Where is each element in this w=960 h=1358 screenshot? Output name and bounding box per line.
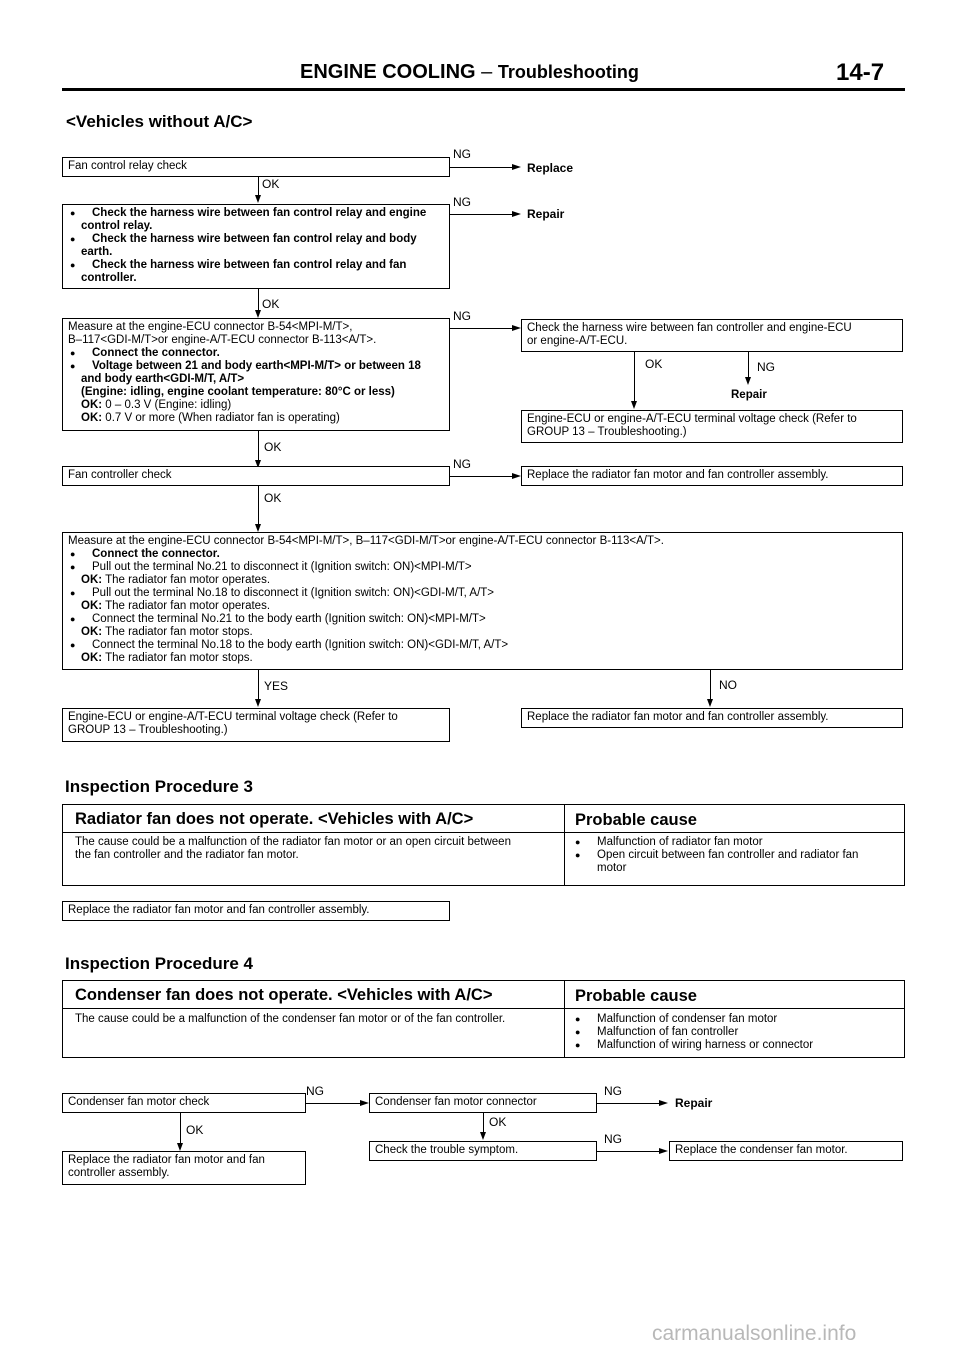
ecu-voltage-check-right-box: [521, 410, 903, 443]
ok-spec-value: The radiator fan motor operates.: [105, 600, 271, 612]
fan-controller-check-box: [62, 466, 450, 486]
ecu-voltage-check-left-box: [62, 708, 450, 742]
cause-item: ● Malfunction of radiator fan motor: [573, 836, 858, 849]
connector-line: [748, 352, 749, 378]
condenser-motor-check-box: [62, 1093, 306, 1113]
table-divider: [63, 832, 904, 833]
measure-line: and body earth<GDI-M/T, A/T>: [81, 373, 245, 385]
procedure-4-heading: Inspection Procedure 4: [65, 954, 253, 973]
ok-spec-value: The radiator fan motor stops.: [105, 652, 253, 664]
connector-line: [634, 352, 635, 401]
cause-item: motor: [597, 862, 627, 874]
connector-line: [597, 1151, 659, 1152]
connector-line: [450, 476, 512, 477]
replace-condenser-text: Replace the condenser fan motor.: [675, 1144, 848, 1156]
arrow-right: [512, 164, 521, 170]
ecu-voltage-check-line: GROUP 13 – Troubleshooting.): [527, 426, 687, 438]
repair-result: Repair: [675, 1096, 713, 1110]
arrow-down: [255, 195, 261, 203]
measure2-line: ● Pull out the terminal No.18 to disconnect it (Ignition switch: ON)<GDI-M/T, A/T>: [68, 587, 897, 600]
procedure-4-description: The cause could be a malfunction of the condenser fan motor or of the fan controller.: [75, 1013, 506, 1025]
check-harness-ecu-line: Check the harness wire between fan controller and engine-ECU: [527, 322, 852, 334]
ok-spec-value: The radiator fan motor operates.: [105, 574, 271, 586]
ng-label: NG: [453, 457, 471, 471]
condenser-motor-check-text: Condenser fan motor check: [68, 1096, 210, 1108]
probable-cause-header: Probable cause: [575, 811, 697, 829]
table-divider: [63, 1008, 904, 1009]
table-divider: [564, 805, 565, 885]
repair-result: Repair: [731, 389, 767, 401]
replace-result: Replace: [527, 161, 574, 175]
harness-check-line: ● Check the harness wire between fan control relay and fan: [68, 259, 444, 272]
connector-line: [306, 1103, 360, 1104]
condenser-connector-text: Condenser fan motor connector: [375, 1096, 537, 1108]
arrow-right: [659, 1100, 668, 1106]
no-label: NO: [719, 678, 737, 692]
arrow-right: [360, 1100, 369, 1106]
arrow-right: [659, 1148, 668, 1154]
replace-condenser-box: [669, 1141, 903, 1161]
ng-label: NG: [453, 147, 471, 161]
ok-label: OK: [262, 177, 280, 191]
ok-spec-value: 0 – 0.3 V (Engine: idling): [105, 399, 232, 411]
harness-check-line: earth.: [81, 246, 113, 258]
connector-line: [180, 1113, 181, 1145]
ok-spec-value: The radiator fan motor stops.: [105, 626, 253, 638]
arrow-down: [745, 377, 751, 385]
arrow-down: [255, 310, 261, 318]
measure-ecu-box: [62, 318, 450, 431]
ok-label: OK: [489, 1115, 507, 1129]
trouble-symptom-text: Check the trouble symptom.: [375, 1144, 519, 1156]
condenser-connector-box: [369, 1093, 597, 1113]
arrow-right: [512, 325, 521, 331]
ng-label: NG: [604, 1084, 622, 1098]
arrow-right: [512, 473, 521, 479]
cause-item: ● Malfunction of wiring harness or connector: [573, 1039, 813, 1052]
procedure-3-description: [75, 836, 511, 862]
procedure-4-title: Condenser fan does not operate. <Vehicles with A/C>: [75, 986, 493, 1004]
arrow-down: [255, 699, 261, 707]
ok-label: OK: [645, 357, 663, 371]
repair-result: Repair: [527, 207, 565, 221]
page-number: 14-7: [836, 59, 885, 86]
harness-check-line: control relay.: [81, 220, 153, 232]
header-dash: –: [481, 61, 493, 83]
cause-item: ● Open circuit between fan controller and radiator fan: [573, 849, 858, 862]
harness-check-line: ● Check the harness wire between fan control relay and body: [68, 233, 444, 246]
fan-relay-check-text: Fan control relay check: [68, 160, 187, 172]
ok-spec-label: OK:: [81, 399, 103, 411]
arrow-down: [480, 1132, 486, 1140]
connector-line: [597, 1103, 659, 1104]
replace-assembly-line: Replace the radiator fan motor and fan: [68, 1154, 265, 1166]
section-label: <Vehicles without A/C>: [66, 112, 253, 131]
replace-assembly-line: controller assembly.: [68, 1167, 170, 1179]
procedure-3-causes: [573, 836, 858, 875]
ok-label: OK: [264, 440, 282, 454]
replace-motor-controller-text: Replace the radiator fan motor and fan controller assembly.: [527, 469, 829, 481]
ng-label: NG: [453, 309, 471, 323]
measure-line: B–117<GDI-M/T>or engine-A/T-ECU connector B-113<A/T>.: [68, 334, 377, 346]
ng-label: NG: [306, 1084, 324, 1098]
measure2-line: Measure at the engine-ECU connector B-54<MPI-M/T>, B–117<GDI-M/T>or engine-A/T-ECU connector B-113<A/T>.: [68, 535, 664, 547]
harness-check-line: controller.: [81, 272, 137, 284]
ok-spec-label: OK:: [81, 574, 103, 586]
ecu-voltage-check-line: Engine-ECU or engine-A/T-ECU terminal voltage check (Refer to: [527, 413, 857, 425]
procedure-3-table: [62, 804, 905, 886]
ok-spec-label: OK:: [81, 652, 103, 664]
cause-item: ● Malfunction of fan controller: [573, 1026, 813, 1039]
replace-motor-controller-box: [521, 466, 903, 486]
arrow-right: [512, 211, 521, 217]
arrow-down: [255, 524, 261, 532]
measure2-line: ● Connect the terminal No.18 to the body earth (Ignition switch: ON)<GDI-M/T, A/T>: [68, 639, 897, 652]
arrow-down: [707, 699, 713, 707]
connector-line: [258, 486, 259, 526]
ok-label: OK: [262, 297, 280, 311]
trouble-symptom-box: [369, 1141, 597, 1161]
check-harness-ecu-box: [521, 319, 903, 352]
ecu-voltage-check-line: GROUP 13 – Troubleshooting.): [68, 724, 228, 736]
watermark: carmanualsonline.info: [652, 1322, 857, 1345]
measure-line: ● Connect the connector.: [68, 347, 444, 360]
connector-line: [450, 328, 512, 329]
measure2-line: ● Connect the connector.: [68, 548, 897, 561]
table-divider: [564, 981, 565, 1057]
replace-assembly-box: [62, 1151, 306, 1185]
measure-line: Measure at the engine-ECU connector B-54<MPI-M/T>,: [68, 321, 353, 333]
header-title: ENGINE COOLING: [300, 61, 476, 83]
ok-spec-value: 0.7 V or more (When radiator fan is operating): [105, 412, 340, 424]
replace-motor-controller-box-2: [521, 708, 903, 728]
harness-check-line: ● Check the harness wire between fan control relay and engine: [68, 207, 444, 220]
fan-relay-check-box: [62, 157, 450, 177]
procedure-3-heading: Inspection Procedure 3: [65, 777, 253, 796]
description-line: the fan controller and the radiator fan motor.: [75, 849, 299, 861]
header-rule: [62, 88, 905, 91]
ok-label: OK: [264, 491, 282, 505]
description-line: The cause could be a malfunction of the radiator fan motor or an open circuit between: [75, 836, 511, 848]
replace-motor-controller-text: Replace the radiator fan motor and fan controller assembly.: [527, 711, 829, 723]
ok-spec-label: OK:: [81, 600, 103, 612]
arrow-down: [631, 401, 637, 409]
connector-line: [710, 670, 711, 700]
cause-item: ● Malfunction of condenser fan motor: [573, 1013, 813, 1026]
connector-line: [258, 177, 259, 196]
ok-spec-label: OK:: [81, 626, 103, 638]
connector-line: [258, 670, 259, 700]
ecu-voltage-check-line: Engine-ECU or engine-A/T-ECU terminal voltage check (Refer to: [68, 711, 398, 723]
check-harness-ecu-line: or engine-A/T-ECU.: [527, 335, 628, 347]
procedure-4-table: [62, 980, 905, 1058]
ng-label: NG: [604, 1132, 622, 1146]
connector-line: [483, 1113, 484, 1133]
ng-label: NG: [757, 360, 775, 374]
measure-terminals-box: [62, 532, 903, 670]
measure-line: ● Voltage between 21 and body earth<MPI-M/T> or between 18: [68, 360, 444, 373]
probable-cause-header: Probable cause: [575, 987, 697, 1005]
harness-check-box: [62, 204, 450, 289]
ok-label: OK: [186, 1123, 204, 1137]
measure2-line: ● Connect the terminal No.21 to the body earth (Ignition switch: ON)<MPI-M/T>: [68, 613, 897, 626]
fan-controller-check-text: Fan controller check: [68, 469, 172, 481]
procedure-3-action-box: [62, 901, 450, 921]
connector-line: [258, 431, 259, 461]
measure-line: (Engine: idling, engine coolant temperature: 80°C or less): [81, 386, 395, 398]
ok-spec-label: OK:: [81, 412, 103, 424]
procedure-4-causes: [573, 1013, 813, 1052]
arrow-down: [177, 1143, 183, 1151]
header-subtitle: Troubleshooting: [497, 62, 639, 82]
yes-label: YES: [264, 679, 289, 693]
procedure-3-action-text: Replace the radiator fan motor and fan controller assembly.: [68, 904, 370, 916]
ng-label: NG: [453, 195, 471, 209]
connector-line: [450, 214, 512, 215]
measure2-line: ● Pull out the terminal No.21 to disconnect it (Ignition switch: ON)<MPI-M/T>: [68, 561, 897, 574]
connector-line: [258, 289, 259, 311]
procedure-3-title: Radiator fan does not operate. <Vehicles with A/C>: [75, 810, 474, 828]
connector-line: [450, 167, 512, 168]
